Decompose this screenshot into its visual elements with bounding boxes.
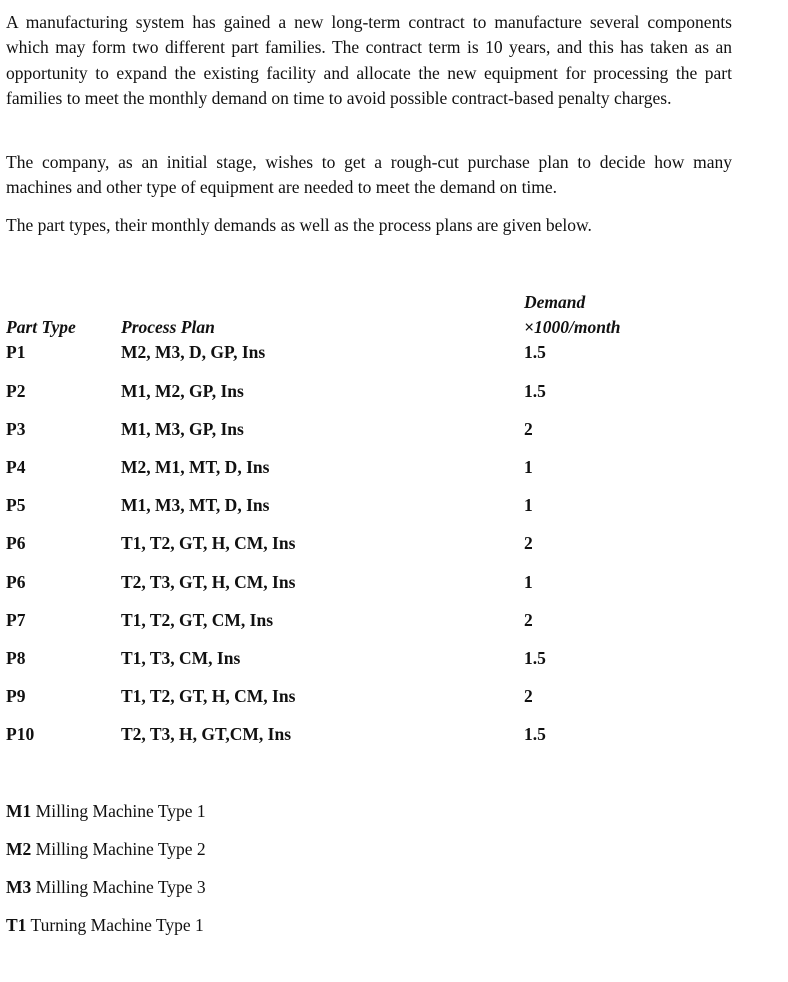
legend-code: M2 [6,839,32,859]
part-type-cell: P10 [6,724,35,744]
demand-cell: 2 [524,533,533,553]
legend-code: T1 [6,915,27,935]
demand-cell: 1.5 [524,648,546,668]
legend-code: M3 [6,877,32,897]
process-plan-cell: M1, M3, GP, Ins [121,419,244,439]
intro-paragraph-2: The company, as an initial stage, wishes to get a rough-cut purchase plan to decide how many machines and other type of equipment are needed to meet the demand on time. [6,152,732,198]
part-type-cell: P9 [6,686,26,706]
legend-description: Milling Machine Type 1 [35,801,206,821]
header-process-plan: Process Plan [121,317,215,337]
process-plan-cell: M1, M3, MT, D, Ins [121,495,270,515]
part-type-cell: P4 [6,457,26,477]
part-type-cell: P7 [6,610,26,630]
part-type-cell: P1 [6,342,26,362]
table-row [0,417,788,442]
legend-description: Milling Machine Type 2 [35,839,206,859]
process-plan-cell: T2, T3, GT, H, CM, Ins [121,572,296,592]
process-plan-cell: T1, T2, GT, H, CM, Ins [121,533,296,553]
table-row [0,570,788,595]
process-plan-cell: M2, M3, D, GP, Ins [121,342,266,362]
intro-paragraph-1: A manufacturing system has gained a new long-term contract to manufacture several components which may form two different part families. The contract term is 10 years, and this has taken as an opportunity to expand the existing facility and allocate the new equipment for processing the part families to meet the monthly demand on time to avoid possible contract-based penalty charges. [6,12,732,108]
table-row [0,608,788,633]
legend-item-t1 [6,913,204,938]
header-demand-line1: Demand [524,292,586,312]
table-row [0,684,788,709]
table-row [0,493,788,518]
part-type-cell: P6 [6,533,26,553]
intro-paragraph-3: The part types, their monthly demands as well as the process plans are given below. [6,215,592,235]
table-row [0,646,788,671]
process-plan-cell: T1, T2, GT, CM, Ins [121,610,274,630]
process-plan-cell: T1, T2, GT, H, CM, Ins [121,686,296,706]
table-row [0,340,788,365]
legend-item-m3 [6,875,206,900]
demand-cell: 1 [524,457,533,477]
part-type-cell: P8 [6,648,26,668]
legend-code: M1 [6,801,32,821]
demand-cell: 1.5 [524,342,546,362]
demand-cell: 2 [524,610,533,630]
process-plan-cell: T2, T3, H, GT,CM, Ins [121,724,292,744]
demand-cell: 2 [524,419,533,439]
part-type-cell: P6 [6,572,26,592]
part-type-cell: P5 [6,495,26,515]
header-part-type: Part Type [6,317,76,337]
part-type-cell: P3 [6,419,26,439]
table-row [0,455,788,480]
demand-cell: 1.5 [524,381,546,401]
process-plan-cell: M2, M1, MT, D, Ins [121,457,270,477]
demand-cell: 2 [524,686,533,706]
table-row [0,379,788,404]
process-plan-cell: M1, M2, GP, Ins [121,381,244,401]
legend-item-m1 [6,799,206,824]
legend-item-m2 [6,837,206,862]
table-row [0,531,788,556]
part-type-cell: P2 [6,381,26,401]
process-plan-cell: T1, T3, CM, Ins [121,648,241,668]
demand-cell: 1 [524,495,533,515]
legend-description: Turning Machine Type 1 [30,915,204,935]
demand-cell: 1 [524,572,533,592]
header-demand-line2: ×1000/month [524,317,621,337]
table-row [0,722,788,747]
demand-cell: 1.5 [524,724,546,744]
legend-description: Milling Machine Type 3 [35,877,206,897]
